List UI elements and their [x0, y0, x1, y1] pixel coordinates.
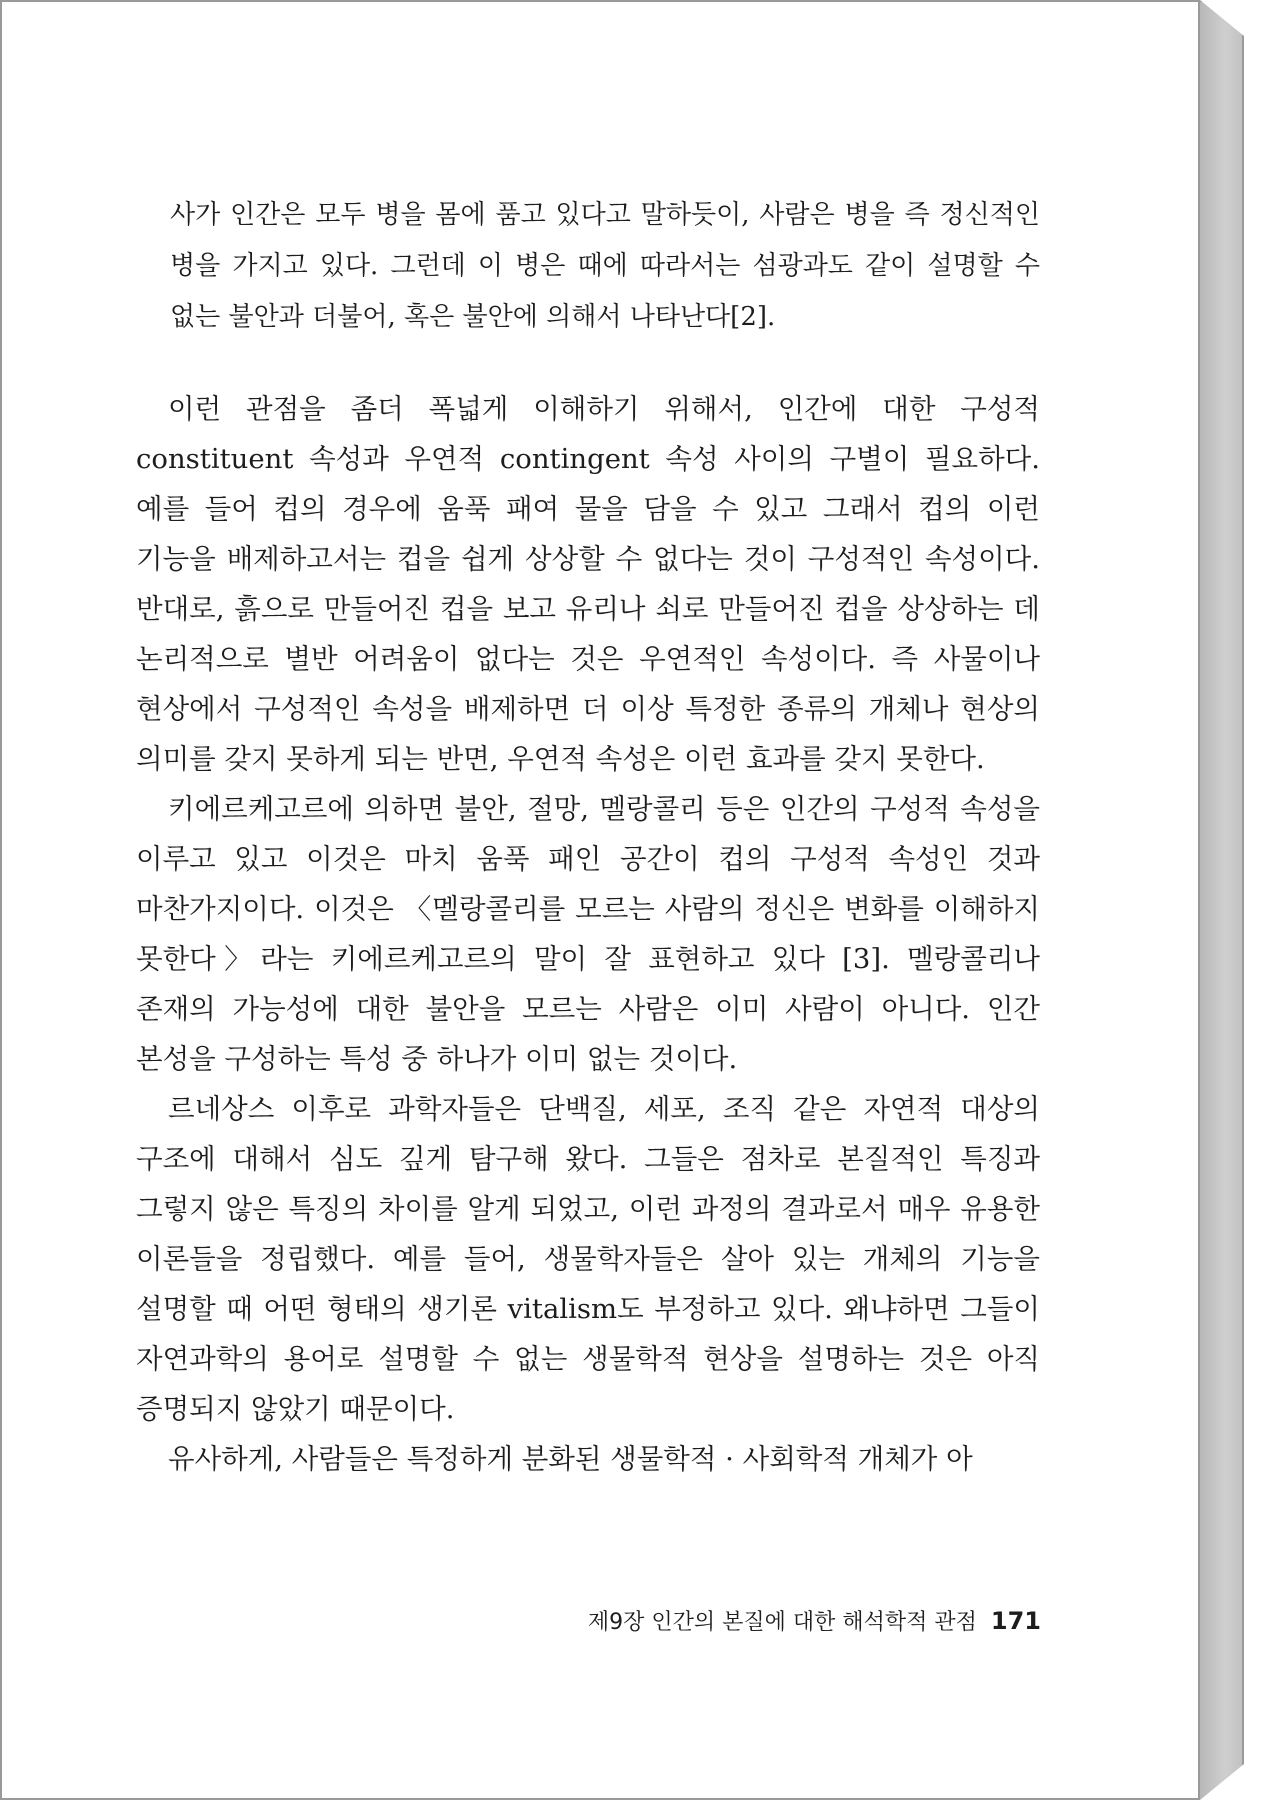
- paragraph-3: 르네상스 이후로 과학자들은 단백질, 세포, 조직 같은 자연적 대상의 구조에 대해서 심도 깊게 탐구해 왔다. 그들은 점차로 본질적인 특징과 그렇지 않은 특징의 차이를 알게 되었고, 이런 과정의 결과로서 매우 유용한 이론들을 정립했다. 예를 들어, 생물학자들은 살아 있는 개체의 기능을 설명할 때 어떤 형태의 생기론 vitalism도 부정하고 있다. 왜냐하면 그들이 자연과학의 용어로 설명할 수 없는 생물학적 현상을 설명하는 것은 아직 증명되지 않았기 때문이다.: [136, 1093, 1040, 1425]
- paragraph-4: 유사하게, 사람들은 특정하게 분화된 생물학적 · 사회학적 개체가 아: [168, 1443, 973, 1475]
- block-quote: 사가 인간은 모두 병을 몸에 품고 있다고 말하듯이, 사람은 병을 즉 정신적인 병을 가지고 있다. 그런데 이 병은 때에 따라서는 섬광과도 같이 설명할 수 없는 불안과 더불어, 혹은 불안에 의해서 나타난다[2].: [170, 200, 1040, 332]
- page-footer: [588, 1605, 1041, 1636]
- page-number: 171: [990, 1607, 1041, 1635]
- page-edge-shadow: [1200, 0, 1244, 1800]
- paragraph-2: 키에르케고르에 의하면 불안, 절망, 멜랑콜리 등은 인간의 구성적 속성을 이루고 있고 이것은 마치 움푹 패인 공간이 컵의 구성적 속성인 것과 마찬가지이다. 이것은 〈멜랑콜리를 모르는 사람의 정신은 변화를 이해하지 못한다〉라는 키에르케고르의 말이 잘 표현하고 있다 [3]. 멜랑콜리나 존재의 가능성에 대한 불안을 모르는 사람은 이미 사람이 아니다. 인간 본성을 구성하는 특성 중 하나가 이미 없는 것이다.: [136, 793, 1040, 1075]
- page-body: [136, 190, 1040, 1484]
- chapter-title: 제9장 인간의 본질에 대한 해석학적 관점: [587, 1610, 977, 1635]
- paragraph-1: 이런 관점을 좀더 폭넓게 이해하기 위해서, 인간에 대한 구성적 constituent 속성과 우연적 contingent 속성 사이의 구별이 필요하다. 예를 들어 컵의 경우에 움푹 패여 물을 담을 수 있고 그래서 컵의 이런 기능을 배제하고서는 컵을 쉽게 상상할 수 없다는 것이 구성적인 속성이다. 반대로, 흙으로 만들어진 컵을 보고 유리나 쇠로 만들어진 컵을 상상하는 데 논리적으로 별반 어려움이 없다는 것은 우연적인 속성이다. 즉 사물이나 현상에서 구성적인 속성을 배제하면 더 이상 특정한 종류의 개체나 현상의 의미를 갖지 못하게 되는 반면, 우연적 속성은 이런 효과를 갖지 못한다.: [136, 393, 1040, 775]
